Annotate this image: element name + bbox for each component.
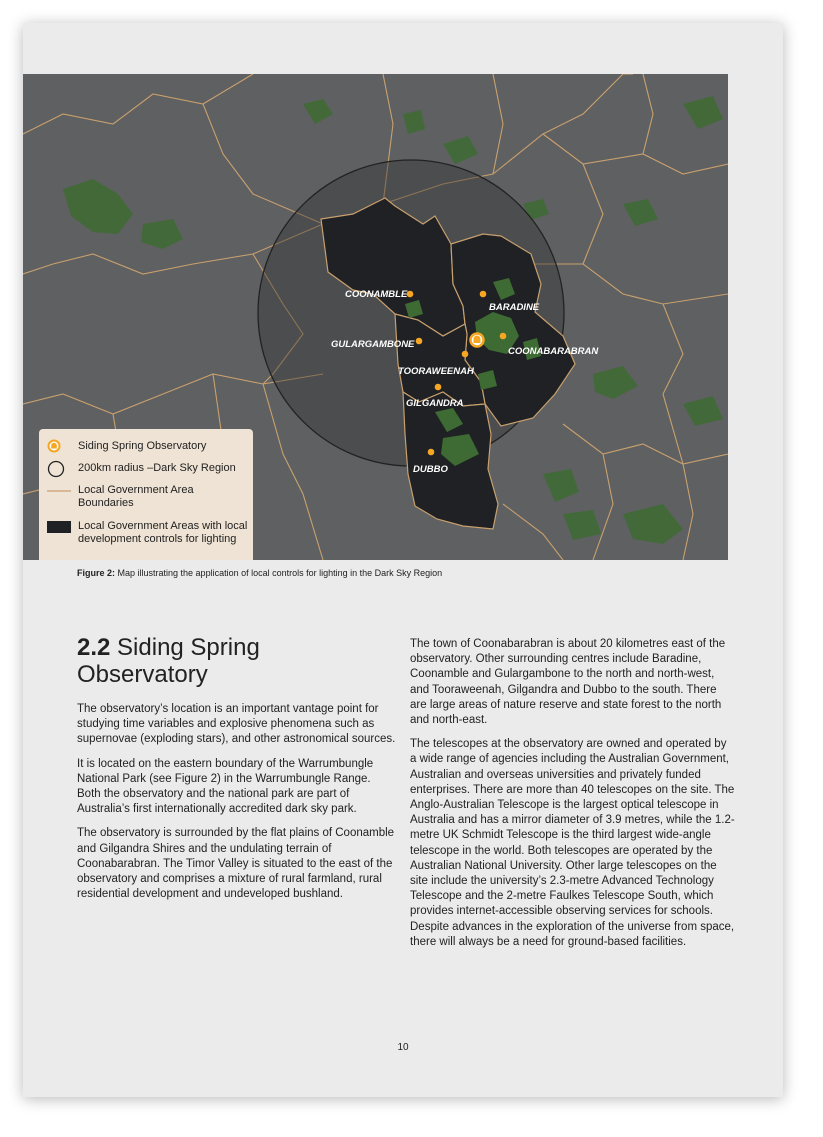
dark-sky-region-map xyxy=(23,74,728,560)
line-icon xyxy=(47,489,71,493)
town-marker-dubbo xyxy=(428,449,435,456)
caption-text: Map illustrating the application of local controls for lighting in the Dark Sky Region xyxy=(115,568,443,578)
paragraph: It is located on the eastern boundary of the Warrumbungle National Park (see Figure 2) in the Warrumbungle Range. Both the observatory and the national park are part of Australia’s first internationally accredited dark sky park. xyxy=(77,757,374,816)
paragraph: The observatory is surrounded by the flat plains of Coonamble and Gilgandra Shires and the undulating terrain of Coonabarabran. The Timor Valley is situated to the east of the observatory and comprises a mixture of rural farmland, rural residential development and undeveloped bushland. xyxy=(77,827,395,901)
town-marker-gulargambone xyxy=(416,338,423,345)
town-label-coonabarabran: COONABARABRAN xyxy=(508,346,599,357)
town-label-gulargambone: GULARGAMBONE xyxy=(331,339,415,350)
paragraph: The telescopes at the observatory are owned and operated by a wide range of agencies including the Australian Government, Australian and overseas universities and privately funded enterprises. There are more than 40 telescopes on the site. The Anglo-Australian Telescope is the largest optical telescope in Australia and has a mirror diameter of 3.9 metres, while the 1.2-metre UK Schmidt Telescope is the third largest wide-angle telescope in the world. Both telescopes are operated by the Australian National University. Other large telescopes on the site include the university’s 2.3-metre Advanced Technology Telescope and the 2-metre Faulkes Telescope South, which provides internet-accessible observing services for schools. Despite advances in the exploration of the universe from space, there will always be a need for ground-based facilities. xyxy=(410,738,735,948)
right-column xyxy=(410,637,735,959)
legend-label: Local Government Areas with local development controls for lighting xyxy=(78,520,248,545)
section-heading xyxy=(77,634,377,688)
town-marker-coonabarabran xyxy=(500,333,507,340)
circle-icon xyxy=(47,460,65,478)
town-label-gilgandra: GILGANDRA xyxy=(406,398,464,409)
town-label-baradine: BARADINE xyxy=(489,302,540,313)
town-marker-gilgandra xyxy=(435,384,442,391)
section-title: Siding Spring Observatory xyxy=(77,634,260,688)
observatory-icon xyxy=(471,334,484,347)
town-marker-tooraweenah xyxy=(462,351,469,358)
observatory-icon xyxy=(47,439,61,453)
legend-label: 200km radius –Dark Sky Region xyxy=(78,462,236,474)
section-number: 2.2 xyxy=(77,634,111,661)
legend-label: Local Government Area Boundaries xyxy=(78,484,194,509)
town-label-coonamble: COONAMBLE xyxy=(345,289,408,300)
town-marker-baradine xyxy=(480,291,487,298)
town-label-tooraweenah: TOORAWEENAH xyxy=(398,366,474,377)
page-number: 10 xyxy=(397,1042,409,1053)
figure-caption xyxy=(77,568,442,578)
map-legend xyxy=(39,429,253,560)
town-label-dubbo: DUBBO xyxy=(413,464,448,475)
legend-label: Siding Spring Observatory xyxy=(78,440,207,452)
document-page xyxy=(23,23,783,1097)
town-marker-coonamble xyxy=(407,291,414,298)
paragraph: The observatory’s location is an important vantage point for studying time variables and explosive phenomena such as supernovae (exploding stars), and other astronomical sources. xyxy=(77,703,396,746)
paragraph: The town of Coonabarabran is about 20 kilometres east of the observatory. Other surrounding centres include Baradine, Coonamble and Gulargambone to the north and north-west, and Tooraweenah, Gilgandra and Dubbo to the south. There are large areas of nature reserve and state forest to the north and north-east. xyxy=(410,638,726,727)
dark-swatch-icon xyxy=(47,521,71,533)
caption-label: Figure 2: xyxy=(77,568,116,578)
left-column xyxy=(77,702,397,911)
